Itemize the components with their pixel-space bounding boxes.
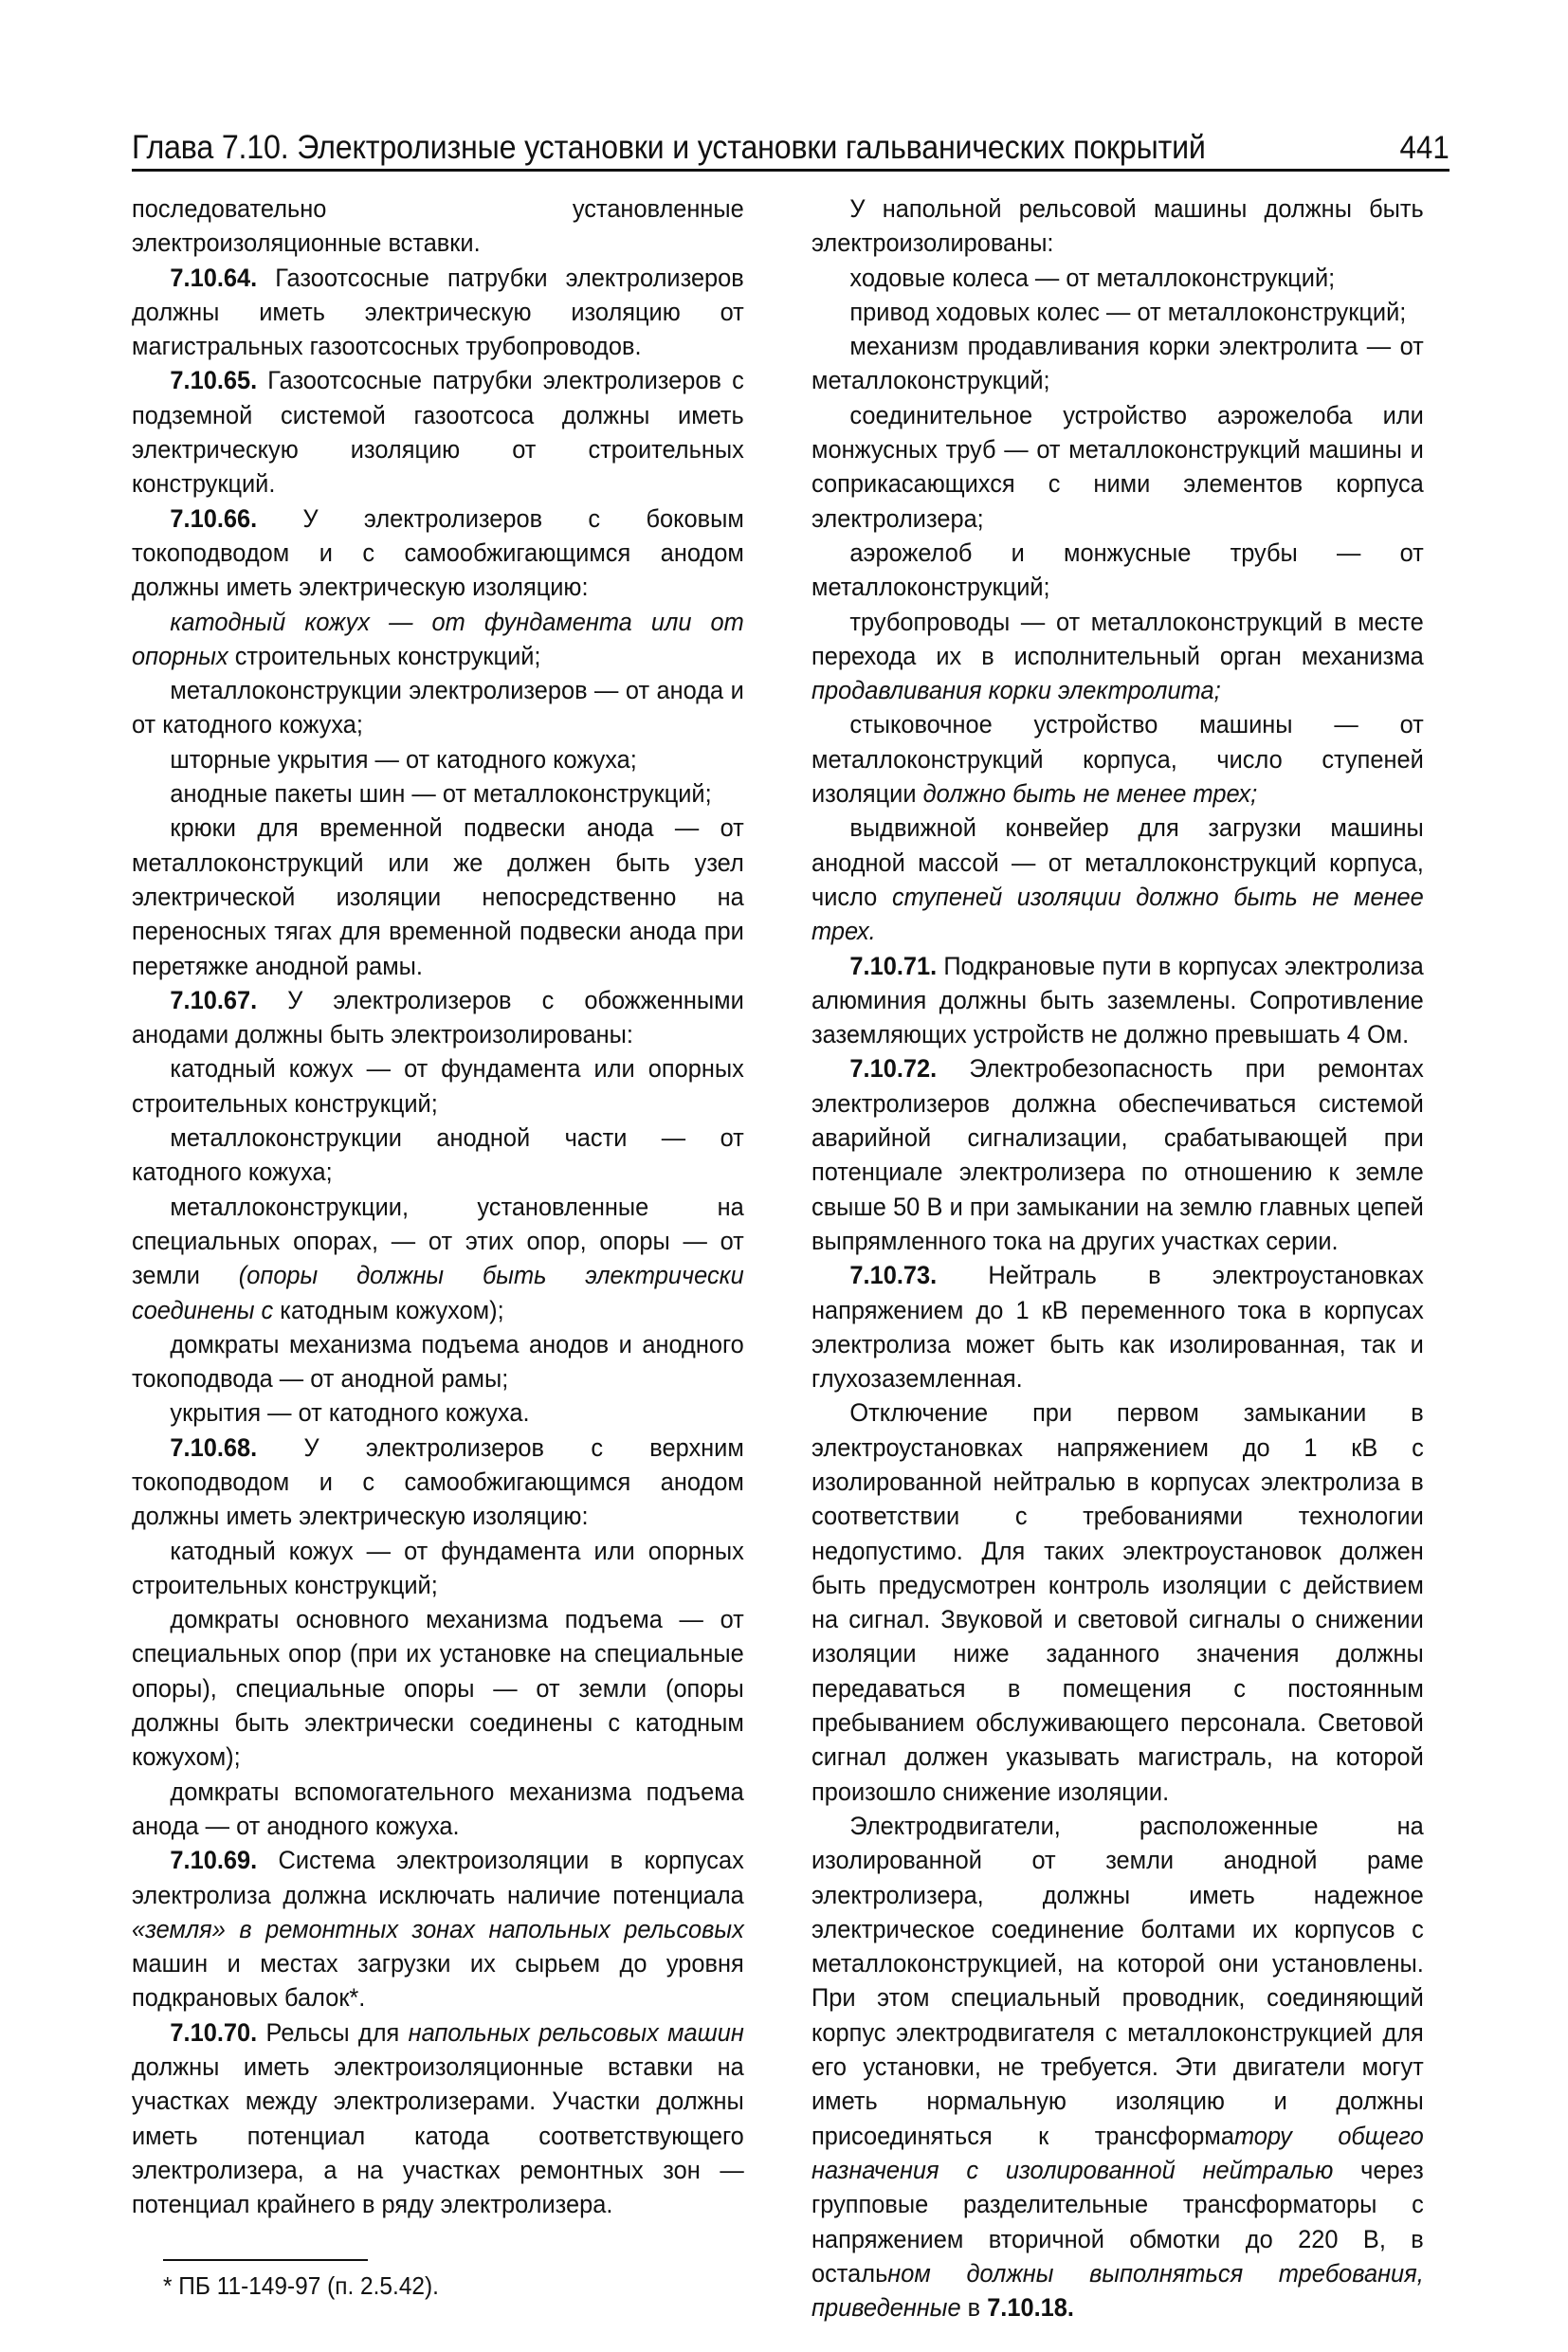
clause-text: Электробезопасность при ремонтах электролизеров должна обеспечиваться системой аварийной сигнализации, срабатывающей при потенциале электролизера по отношению к земле свыше 50 В и при замыкании на землю главных цепей выпрямленного тока на других участках серии. <box>811 1054 1424 1255</box>
list-item: укрытия — от катодного кожуха. <box>170 1398 530 1428</box>
italic-text: или от опорных <box>132 607 744 670</box>
footnote: * ПБ 11-149-97 (п. 2.5.42). <box>163 2271 439 2300</box>
list-item: домкраты основного механизма подъема — от специальных опор (при их установке на специальные опоры), специальные опоры — от земли (опоры должны быть электрически соединены с катодным кожухом); <box>132 1605 744 1772</box>
list-item: катодный кожух — от фундамента или опорных строительных конструкций; <box>132 1536 744 1599</box>
list-item <box>811 811 1424 948</box>
paragraph <box>811 1809 1424 2325</box>
list-item <box>811 707 1424 811</box>
clause-number: 7.10.69. <box>170 1846 258 1875</box>
clause-number: 7.10.73. <box>849 1261 938 1290</box>
italic-text: должно быть не менее трех; <box>922 779 1258 809</box>
list-item <box>132 1190 744 1327</box>
clause-text: У электролизеров с обожженными анодами должны быть электроизолированы: <box>132 985 744 1049</box>
running-header <box>132 112 1449 172</box>
list-item: анодные пакеты шин — от металлоконструкций; <box>170 779 712 809</box>
list-item-text: катодным кожухом); <box>273 1295 504 1324</box>
clause-text: Подкрановые пути в корпусах электролиза алюминия должны быть заземлены. Сопротивление заземляющих устройств не должно превышать 4 Ом. <box>811 951 1424 1049</box>
italic-text: тору общего назначения с изолированной нейтралью <box>811 2121 1424 2184</box>
clause-7-10-66 <box>132 501 744 605</box>
list-item: металлоконструкции электролизеров — от анода и от катодного кожуха; <box>132 676 744 739</box>
list-item-text: металлоконструкции, установленные на специальных опорах, — от этих опор, опоры — от земли <box>132 1192 744 1290</box>
list-item: катодный кожух — от фундамента или опорных строительных конструкций; <box>132 1054 744 1118</box>
italic-text: ступеней изоляции должно быть не менее трех. <box>811 882 1424 946</box>
list-item-text: стыковочное устройство машины — от металлоконструкций корпуса, число ступеней изоляции <box>811 710 1424 809</box>
clause-text: машин и местах загрузки их сырьем до уровня подкрановых балок*. <box>132 1949 744 2013</box>
list-item: домкраты вспомогательного механизма подъема анода — от анодного кожуха. <box>132 1777 744 1840</box>
clause-7-10-73 <box>811 1258 1424 1395</box>
list-item: аэрожелоб и монжусные трубы — от металлоконструкций; <box>811 538 1424 602</box>
clause-number: 7.10.65. <box>170 366 258 395</box>
italic-text: «земля» в ремонтных зонах напольных рельсовых <box>132 1914 744 1943</box>
clause-7-10-65 <box>132 363 744 501</box>
clause-number: 7.10.68. <box>170 1432 258 1462</box>
paragraph: последовательно установленные электроизоляционные вставки. <box>132 194 744 258</box>
page-number: 441 <box>1399 130 1449 166</box>
clause-text: должны иметь электроизоляционные вставки на участках между электролизерами. Участки должны иметь потенциал катода соответствующего электролизера, а на участках ремонтных зон — потенциал крайнего в ряду электролизера. <box>132 2052 744 2219</box>
footnote-rule <box>163 2259 368 2261</box>
list-item <box>132 605 744 674</box>
clause-7-10-69 <box>132 1843 744 2015</box>
clause-7-10-67 <box>132 983 744 1052</box>
list-item: крюки для временной подвески анода — от металлоконструкций или же должен быть узел электрической изоляции непосредственно на переносных тягах для временной подвески анода при перетяжке анодной рамы. <box>132 813 744 980</box>
clause-7-10-64 <box>132 261 744 364</box>
paragraph-text: в <box>960 2293 988 2323</box>
clause-text: Газоотсосные патрубки электролизеров с подземной системой газоотсоса должны иметь электрическую изоляцию от строительных конструкций. <box>132 366 744 499</box>
clause-7-10-72 <box>811 1051 1424 1258</box>
left-column <box>132 191 744 2222</box>
list-item-text: выдвижной конвейер для загрузки машины анодной массой — от металлоконструкций корпуса, число <box>811 813 1424 911</box>
clause-number: 7.10.72. <box>849 1054 938 1084</box>
clause-text: Газоотсосные патрубки электролизеров должны иметь электрическую изоляцию от магистральных газоотсосных трубопроводов. <box>132 263 744 361</box>
paragraph: Отключение при первом замыкании в электроустановках напряжением до 1 кВ с изолированной нейтралью в корпусах электролиза в соответствии с требованиями технологии недопустимо. Для таких электроустановок должен быть предусмотрен контроль изоляции с действием на сигнал. Звуковой и световой сигналы о снижении изоляции ниже заданного значения должны передаваться в помещения с постоянным пребыванием обслуживающего персонала. Световой сигнал должен указывать магистраль, на которой произошло снижение изоляции. <box>811 1398 1424 1806</box>
list-item: привод ходовых колес — от металлоконструкций; <box>849 297 1407 326</box>
clause-text: У электролизеров с верхним токоподводом и с самообжигающимся анодом должны иметь электрическую изоляцию: <box>132 1432 744 1531</box>
chapter-title: Глава 7.10. Электролизные установки и установки гальванических покрытий <box>132 129 1206 166</box>
paragraph-text: через групповые разделительные трансформаторы с напряжением вторичной обмотки до 220 В, в осталь <box>811 2155 1424 2288</box>
clause-number: 7.10.66. <box>170 503 258 533</box>
list-item-text: трубопроводы — от металлоконструкций в месте перехода их в исполнительный орган механизма <box>811 607 1424 670</box>
clause-text: У электролизеров с боковым токоподводом и с самообжигающимся анодом должны иметь электрическую изоляцию: <box>132 503 744 602</box>
list-item: шторные укрытия — от катодного кожуха; <box>170 744 637 774</box>
clause-text: Рельсы для <box>257 2017 409 2047</box>
list-item: металлоконструкции анодной части — от катодного кожуха; <box>132 1123 744 1187</box>
list-item: соединительное устройство аэрожелоба или монжусных труб — от металлоконструкций машины и соприкасающихся с ними элементов корпуса электролизера; <box>811 400 1424 533</box>
list-item-text: строительных конструкций; <box>228 641 541 670</box>
italic-text: катодный кожух — от фундамента <box>170 607 651 636</box>
italic-text: напольных рельсовых машин <box>408 2017 744 2047</box>
paragraph: У напольной рельсовой машины должны быть электроизолированы: <box>811 194 1424 258</box>
clause-text: Система электроизоляции в корпусах электролиза должна исключать наличие потенциала <box>132 1846 744 1909</box>
list-item <box>811 605 1424 708</box>
clause-number: 7.10.70. <box>170 2017 258 2047</box>
list-item: ходовые колеса — от металлоконструкций; <box>849 263 1336 292</box>
italic-text: продавливания корки электролита; <box>811 676 1221 705</box>
clause-number: 7.10.71. <box>849 951 938 980</box>
clause-text: Нейтраль в электроустановках напряжением до 1 кВ переменного тока в корпусах электролиза может быть как изолированная, так и глухозаземленная. <box>811 1261 1424 1394</box>
clause-7-10-70 <box>132 2015 744 2222</box>
clause-number: 7.10.67. <box>170 985 258 1014</box>
list-item: механизм продавливания корки электролита — от металлоконструкций; <box>811 332 1424 395</box>
right-column <box>811 191 1424 2325</box>
clause-7-10-68 <box>132 1431 744 1534</box>
clause-number: 7.10.64. <box>170 263 258 292</box>
cross-reference: 7.10.18. <box>987 2293 1074 2323</box>
italic-text: ном должны выполняться требования, приведенные <box>811 2258 1424 2323</box>
clause-7-10-71 <box>811 949 1424 1052</box>
italic-text: (опоры должны быть электрически соединены с <box>132 1261 744 1324</box>
paragraph-text: Электродвигатели, расположенные на изолированной от земли анодной раме электролизера, должны иметь надежное электрическое соединение болтами их корпусов с металлоконструкцией, на которой они установлены. При этом специальный проводник, соединяющий корпус электродвигателя с металлоконструкцией для его установки, не требуется. Эти двигатели могут иметь нормальную изоляцию и должны присоединяться к трансформа <box>811 1811 1424 2150</box>
list-item: домкраты механизма подъема анодов и анодного токоподвода — от анодной рамы; <box>132 1329 744 1394</box>
